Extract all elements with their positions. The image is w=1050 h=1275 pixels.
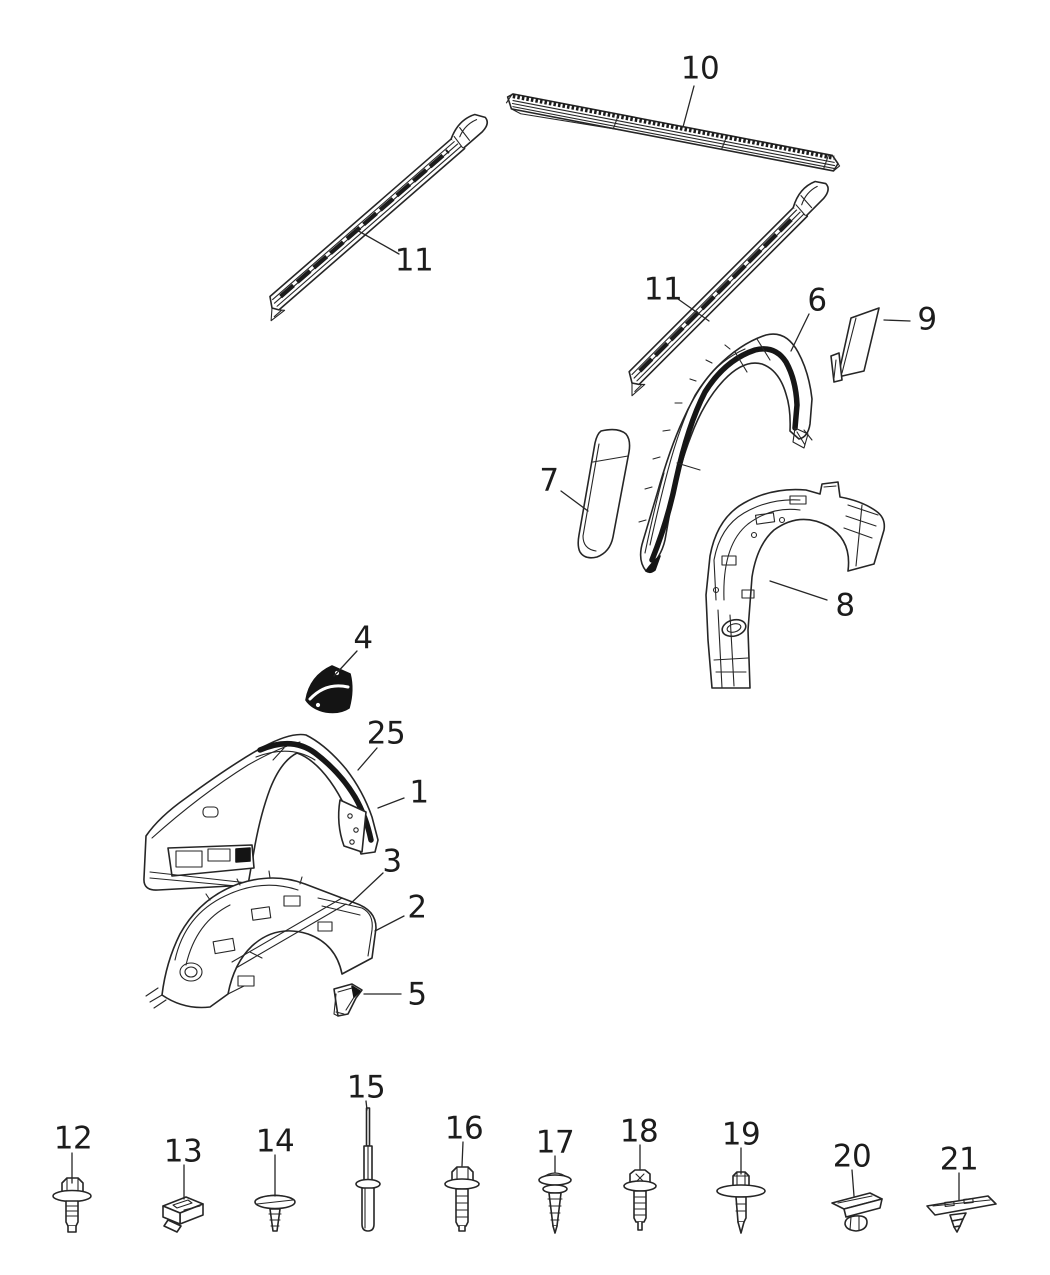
callout-1: 1 [409,774,429,811]
part-11-left-rail-molding-drawing [255,108,495,321]
callout-3: 3 [382,843,402,880]
callout-13: 13 [163,1133,203,1170]
fastener-16-hex-head-screw-drawing [445,1167,479,1231]
fastener-20-snap-in-clip-drawing [832,1193,882,1231]
part-5-bracket-drawing [334,984,362,1016]
part-4-end-cap-drawing [306,666,352,713]
callout-12: 12 [53,1120,93,1157]
callout-9: 9 [917,301,937,338]
part-1-front-fender-flare-drawing [144,735,378,891]
fastener-18-hex-washer-screw-drawing [624,1170,656,1230]
callout-20: 20 [832,1138,872,1175]
callout-6: 6 [807,282,827,319]
callout-19: 19 [721,1116,761,1153]
callout-2: 2 [407,889,427,926]
part-8-rear-wheelhouse-liner-drawing [706,482,884,688]
callout-17: 17 [535,1124,575,1161]
leader-lines [72,86,959,1200]
callout-7: 7 [539,462,559,499]
callout-14: 14 [255,1123,295,1160]
callout-11-left: 11 [394,242,434,279]
callout-10: 10 [680,50,720,87]
part-9-applique-panel-drawing [831,308,879,382]
callout-15: 15 [346,1069,386,1106]
fastener-12-hex-flange-bolt-drawing [53,1178,91,1232]
fastener-13-u-nut-clip-drawing [163,1197,203,1232]
fastener-15-blind-rivet-drawing [356,1108,380,1231]
callout-25: 25 [366,715,406,752]
callout-21: 21 [939,1141,979,1178]
callout-5: 5 [407,976,427,1013]
part-10-header-molding-drawing [505,93,841,175]
callout-18: 18 [619,1113,659,1150]
fastener-19-large-washer-screw-drawing [717,1172,765,1233]
fastener-21-tree-clip-drawing [927,1196,996,1232]
fastener-14-push-pin-drawing [255,1195,295,1231]
callout-11-right: 11 [643,271,683,308]
fastener-17-push-rivet-drawing [539,1173,571,1233]
part-7-quarter-applique-drawing [578,430,629,558]
callout-4: 4 [353,620,373,657]
callout-8: 8 [835,587,855,624]
callout-16: 16 [444,1110,484,1147]
